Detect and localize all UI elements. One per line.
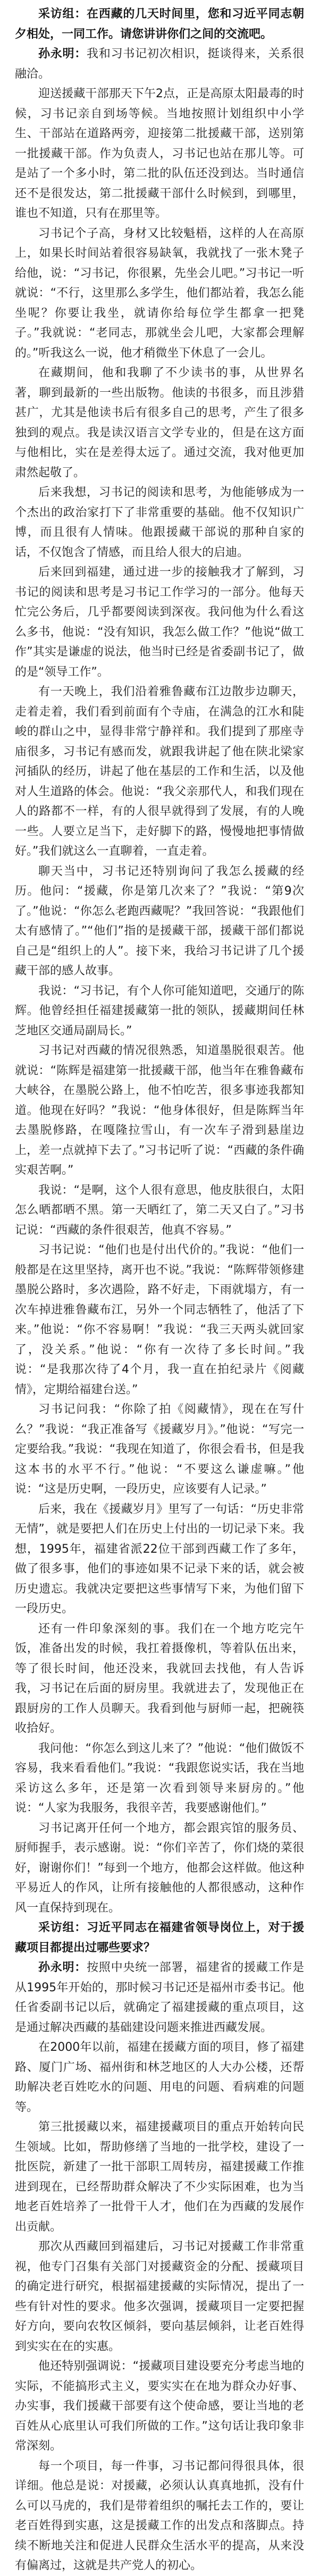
body-paragraph: 在2000年以前，福建在援藏方面的项目，修了福建路、厦门广场、福州街和林芝地区的人大办公楼，还帮助解决老百姓吃水的问题、用电的问题、看病难的问题等。 <box>15 2041 304 2114</box>
body-paragraph: 第三批援藏以来，福建援藏项目的重点开始转向民生领域。比如，帮助修缮了当地的一批学校，建设了一批医院，新建了一批干部职工周转房，福建援藏工作推进到现在，已经帮助群众解决了不少实际困难，也为当地老百姓培养了一批骨干人才，他们在为西藏的发展作出贡献。 <box>15 2120 304 2234</box>
body-paragraph: 后来，我在《援藏岁月》里写了一句话：“历史非常无情”，就是要把人们在历史上付出的一切记录下来。我想，1995年，福建省派22位干部到西藏工作了多年，做了很多事，他们的事迹如果不记录下来的话，就会被历史遗忘。我就决定要把这些事情写下来，为他们留下一段历史。 <box>15 1502 304 1615</box>
body-paragraph: 我说：“习书记，有个人你可能知道吧，交通厅的陈辉。他曾经担任福建援藏第一批的领队，援藏期间任林芝地区交通局副局长。” <box>15 984 304 1038</box>
speaker-label: 孙永明： <box>38 47 87 61</box>
question-paragraph-1 <box>15 4 304 44</box>
body-paragraph: 还有一件印象深刻的事。我们在一个地方吃完午饭，准备出发的时候，我扛着摄像机，等着队伍出来，等了很长时间，他还没来，我就回去找他，有人告诉我，习书记在后面的厨房里。我就进去了，发现他正在跟厨房的工作人员聊天。我看到他与厨师一起，把碗筷收拾好。 <box>15 1622 304 1735</box>
body-paragraph: 在藏期间，他和我聊了不少读书的事，从世界名著，聊到最新的一些出版物。他读的书很多，而且涉猎甚广，尤其是他读书后有很多自己的思考，产生了很多独到的观点。我是读汉语言文学专业的，但是在这方面与他相比，实在是差得太远了。通过交流，我对他更加肃然起敬了。 <box>15 366 304 479</box>
speaker-label: 采访组： <box>38 1921 87 1934</box>
speaker-label: 采访组： <box>38 7 87 21</box>
answer-paragraph-1 <box>15 44 304 84</box>
body-paragraph: 聊天当中，习书记还特别询问了我怎么援藏的经历。他问：“援藏，你是第几次来了？”我说：“第9次了。”他说：“你怎么老跑西藏呢？”我回答说：“我跟他们太有感情了。”“他们”指的是援藏干部，援藏干部们都说自己是“组织上的人”。接下来，我给习书记讲了几个援藏干部的感人故事。 <box>15 864 304 978</box>
answer-paragraph-2 <box>15 1958 304 2038</box>
body-paragraph: 习书记对西藏的情况很熟悉，知道墨脱很艰苦。他就说：“陈辉是福建第一批援藏干部，他当年在雅鲁藏布大峡谷，在墨脱公路上，他不怕吃苦，很多事迹我都知道。他现在好吗？”我说：“他身体很好，但是陈辉当年去墨脱修路，在嘎隆拉雪山，有一次车子滑到悬崖边上，差一点就掉下去了。”习书记听了说：“西藏的条件确实艰苦啊。” <box>15 1044 304 1177</box>
body-paragraph: 那次从西藏回到福建后，习书记对援藏工作非常重视，他专门召集有关部门对援藏资金的分配、援藏项目的确定进行研究，根据福建援藏的实际情况，提出了一些有针对性的要求。他多次强调，援藏项目一定要把握好方向，要向农牧区倾斜，要向基层倾斜，让老百姓得到实实在在的实惠。 <box>15 2240 304 2353</box>
body-paragraph: 我问他：“你怎么到这儿来了？”他说：“他们做饭不容易，我来看看他们。”我说：“我跟您说实话，我在当地采访这么多年，还是第一次看到领导来厨房的。”他说：“人家为我服务，我很辛苦，我要感谢他们。” <box>15 1741 304 1815</box>
body-paragraph: 迎送援藏干部那天下午2点，正是高原太阳最毒的时候，习书记亲自到场等候。当地按照计划组织中小学生、干部站在道路两旁，迎接第二批援藏干部，送别第一批援藏干部。作为负责人，习书记也站在那儿等。可是站了一个多小时，第二批的队伍还没到达。当时通信还不是很发达，第二批援藏干部什么时候到，到哪里，谁也不知道，只有在那里等。 <box>15 87 304 220</box>
body-paragraph: 他还特别强调说：“援藏项目建设要充分考虑当地的实际，不能搞形式主义，要实实在在地为群众办好事、办实事，我们援藏干部要有这个使命感，要让当地的老百姓从心底里认可我们所做的工作。”这句话让我印象非常深刻。 <box>15 2360 304 2453</box>
speaker-label: 孙永明： <box>38 1961 87 1974</box>
answer-text: 按照中央统一部署，福建省的援藏工作是从1995年开始的，那时候习书记还是福州市委书记。他任省委副书记以后，就确定了福建援藏的重点项目，这是通过解决西藏的基础建设问题来推进西藏发展。 <box>15 1961 304 2034</box>
body-paragraph: 习书记说：“他们也是付出代价的。”我说：“他们一般都是在这里坚持，离开也不说。”我说：“陈辉带领修建墨脱公路时，多次遇险，路不好走，下雨就塌方，有一次车掉进雅鲁藏布江，另外一个同志牺牲了，他活了下来。”他说：“你不容易啊！”我说：“我三天两头就回家了，没关系。”他说：“你有一次待了多长时间。”我说：“是我那次待了4个月，我一直在拍纪录片《阅藏情》，定期给福建台送。” <box>15 1243 304 1396</box>
body-paragraph: 后来我想，习书记的阅读和思考，为他能够成为一个杰出的政治家打下了非常重要的基础。他不仅知识广博，而且很有人情味。他跟援藏干部说的那种自家的话，不仅饱含了情感，而且给人很大的启迪。 <box>15 486 304 559</box>
question-text: 在西藏的几天时间里，您和习近平同志朝夕相处，一同工作。请您讲讲你们之间的交流吧。 <box>15 7 304 41</box>
body-paragraph: 习书记离开任何一个地方，都会跟宾馆的服务员、厨师握手，表示感谢。说：“你们辛苦了，你们烧的菜很好，谢谢你们！”每到一个地方，他都会这样做。他这种平易近人的作风，让所有接触他的人都很感动，这种作风一直保持到现在。 <box>15 1821 304 1915</box>
body-paragraph: 习书记问我：“你除了拍《阅藏情》，现在在写什么？”我说：“我正准备写《援藏岁月》。”他说：“写完一定要给我。”我说：“我现在知道了，你很会看书，但是我这本书的水平不行。”他说：“不要这么谦虚嘛。”他说：“这是历史啊，一段历史，应该要有人记录。” <box>15 1403 304 1496</box>
body-paragraph: 习书记个子高，身材又比较魁梧，这样的人在高原上，如果长时间站着很容易缺氧，我就找了一张木凳子给他，说：“习书记，你很累，先坐会儿吧。”习书记一听就说：“不行，这里那么多学生，他们都站着，我怎么能坐呢？你要让我坐，就请你给每位学生都拿一把凳子。”我就说：“老同志，那就坐会儿吧，大家都会理解的。”听我这么一说，他才稍微坐下休息了一会儿。 <box>15 226 304 360</box>
body-paragraph: 每一个项目，每一件事，习书记都问得很具体，很详细。他总是说：对援藏，必须认认真真地抓，没有什么可以马虎的，我们是带着组织的嘱托去工作的，要让老百姓得到实惠，这是援藏工作的出发点和落脚点。持续不断地关注和促进人民群众生活水平的提高，从来没有偏离过，这就是共产党人的初心。 <box>15 2459 304 2572</box>
question-paragraph-2 <box>15 1918 304 1958</box>
answer-text: 我和习书记初次相识，挺谈得来，关系很融洽。 <box>15 47 304 81</box>
body-paragraph: 有一天晚上，我们沿着雅鲁藏布江边散步边聊天，走着走着，我们看到前面有个寺庙，在满急的江水和陡峻的群山之中，显得非常宁静祥和。我们提到了那座寺庙很多，习书记有感而发，就跟我讲起了他在陕北梁家河插队的经历，讲起了他在基层的工作和生活，以及他对人生道路的体会。他说：“我父亲那代人，和我们现在人的路都不一样，有的人很早就得到了发展，有的人晚一些。人要立足当下，走好脚下的路，慢慢地把事情做好。”我们就这么一直聊着，一直走着。 <box>15 685 304 858</box>
body-paragraph: 后来回到福建，通过进一步的接触我才了解到，习书记的阅读和思考是习书记工作学习的一部分。他每天忙完公务后，几乎都要阅读到深夜。我问他为什么看这么多书，他说：“没有知识，我怎么做工作？”他说“做工作”其实是谦虚的说法，他当时已经是省委副书记了，做的是“领导工作”。 <box>15 566 304 679</box>
body-paragraph: 我说：“是啊，这个人很有意思，他皮肤很白，太阳怎么晒都晒不黑。第一天晒红了，第二天又白了。”习书记说：“西藏的条件很艰苦，他真不容易。” <box>15 1183 304 1237</box>
question-text: 习近平同志在福建省领导岗位上，对于援藏项目都提出过哪些要求？ <box>15 1921 304 1955</box>
